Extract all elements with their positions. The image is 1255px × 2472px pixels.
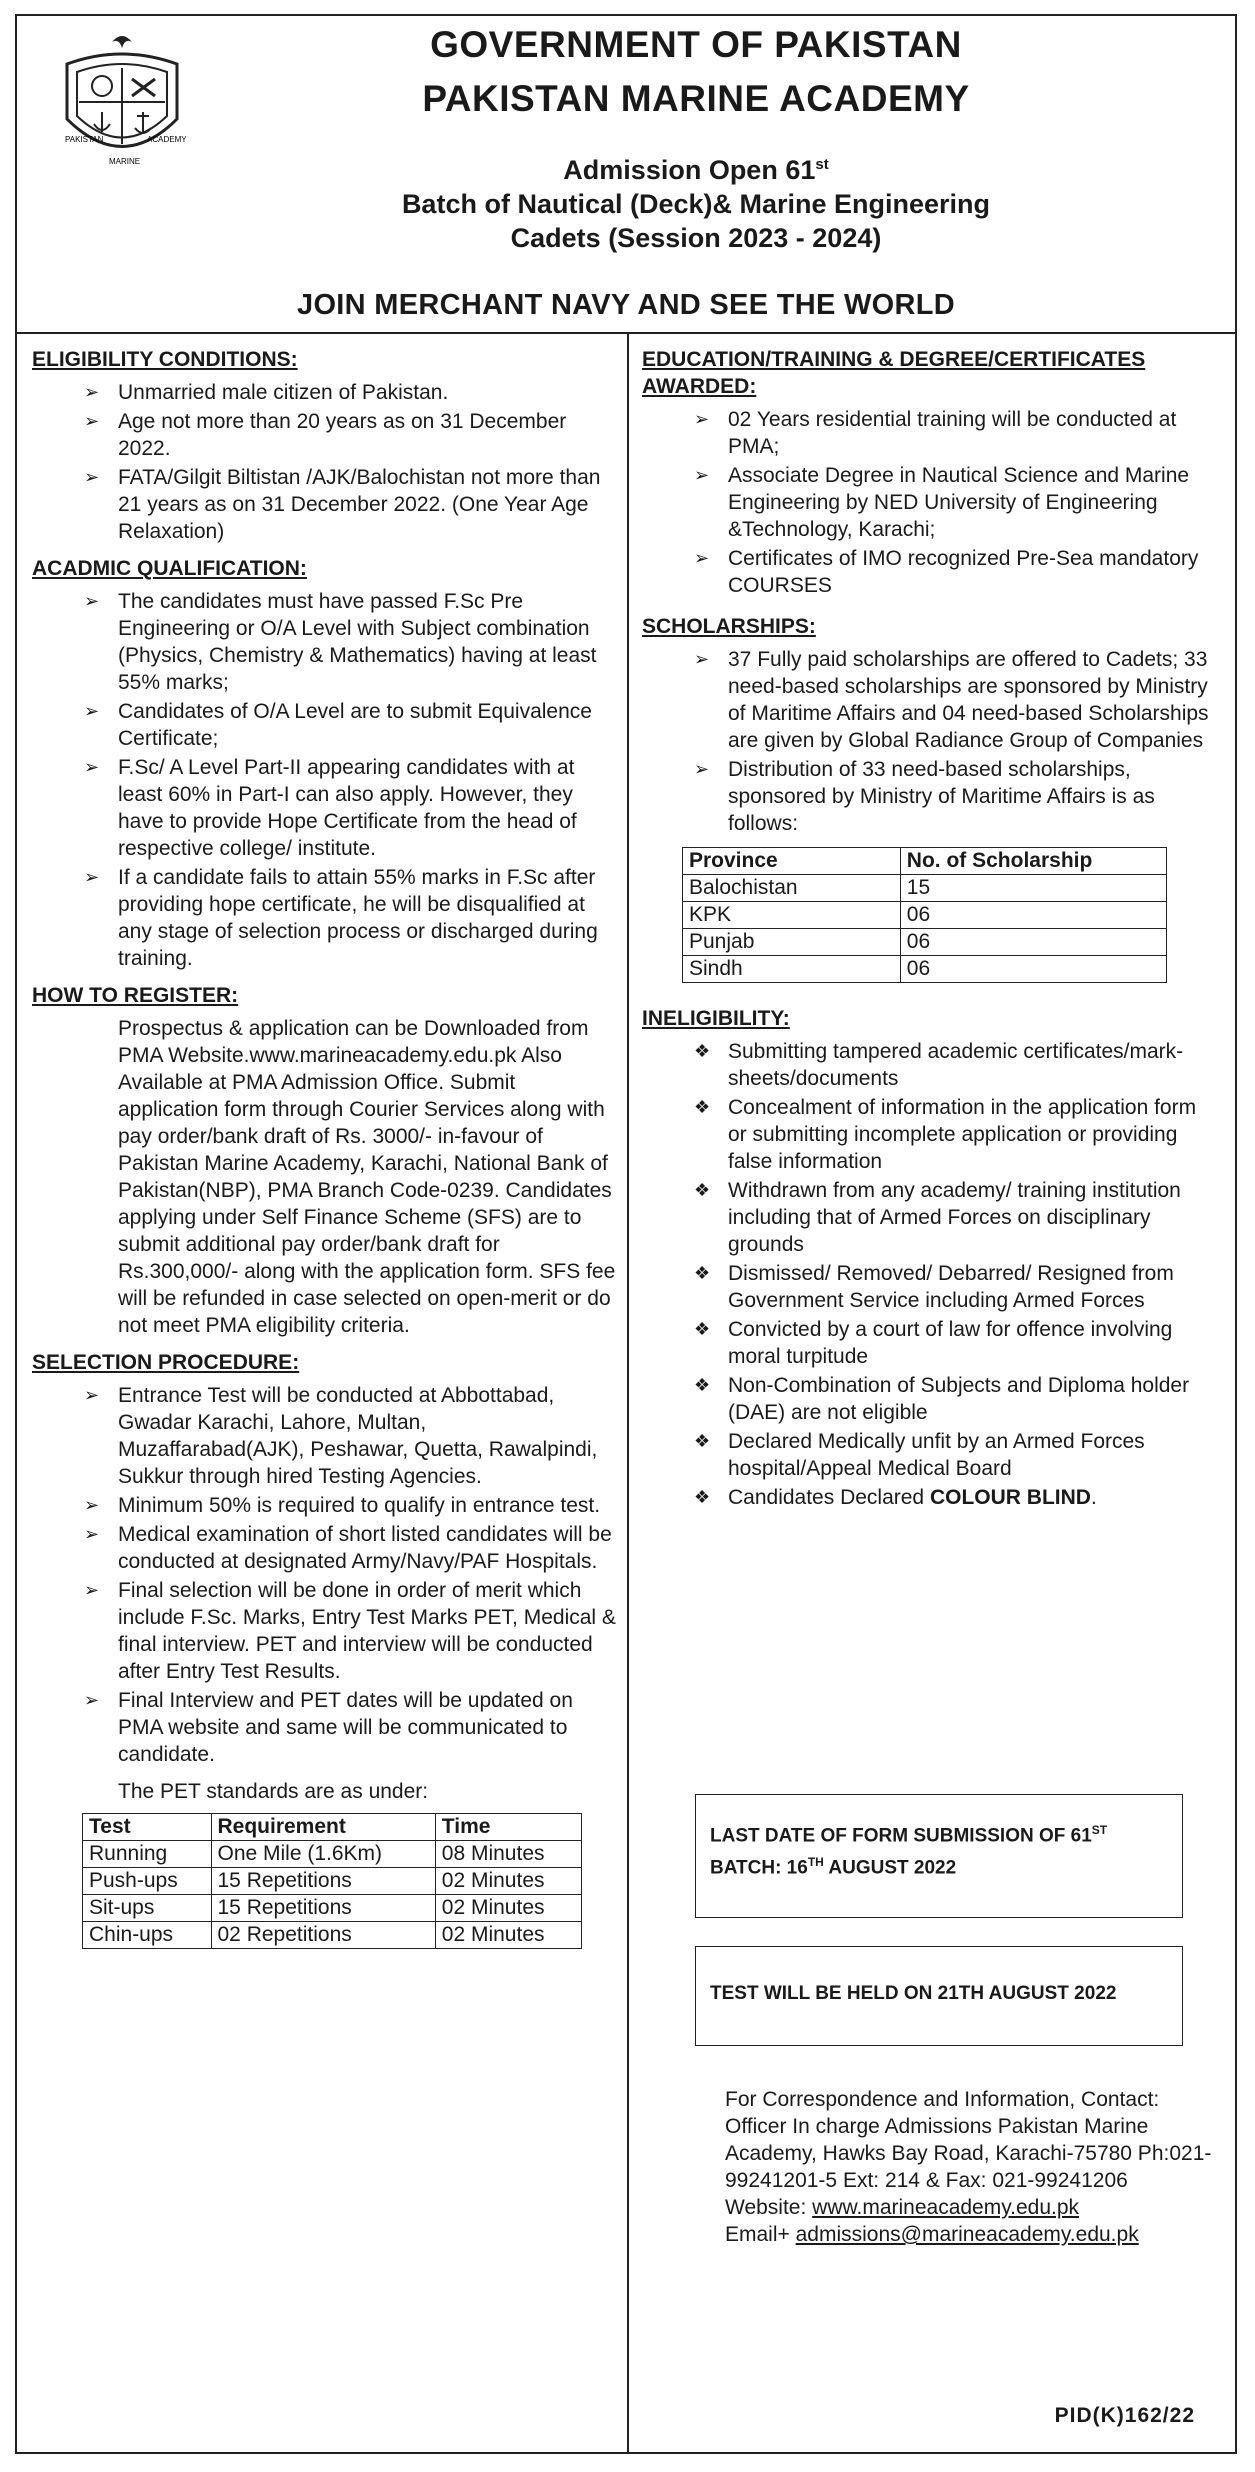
table-row bbox=[683, 956, 1167, 983]
list-item bbox=[642, 1316, 1217, 1370]
arrow-bullet-icon: ➢ bbox=[84, 757, 100, 777]
list-item-text: FATA/Gilgit Biltistan /AJK/Balochistan not more than 21 years as on 31 December 2022. (One Year Age Relaxation) bbox=[118, 466, 601, 543]
table-cell: Balochistan bbox=[683, 875, 901, 902]
pet-table bbox=[82, 1813, 582, 1949]
arrow-bullet-icon: ➢ bbox=[84, 1495, 100, 1515]
diamond-bullet-icon: ❖ bbox=[694, 1097, 711, 1117]
list-item-text: Non-Combination of Subjects and Diploma holder (DAE) are not eligible bbox=[728, 1374, 1190, 1424]
arrow-bullet-icon: ➢ bbox=[694, 649, 710, 669]
list-item bbox=[642, 1484, 1217, 1511]
arrow-bullet-icon: ➢ bbox=[84, 701, 100, 721]
admission-announcement bbox=[17, 148, 1235, 255]
table-cell: Sindh bbox=[683, 956, 901, 983]
list-item-text: Medical examination of short listed candidates will be conducted at designated Army/Navy/PAF Hospitals. bbox=[118, 1523, 612, 1573]
list-item bbox=[32, 408, 617, 462]
register-heading: HOW TO REGISTER: bbox=[32, 984, 239, 1007]
advertisement-frame bbox=[15, 14, 1237, 2454]
table-header: Requirement bbox=[211, 1814, 435, 1841]
eligibility-list bbox=[32, 379, 617, 545]
arrow-bullet-icon: ➢ bbox=[694, 465, 710, 485]
table-cell: 02 Minutes bbox=[435, 1922, 581, 1949]
arrow-bullet-icon: ➢ bbox=[84, 1690, 100, 1710]
deadline-line-2-suffix: AUGUST 2022 bbox=[823, 1857, 957, 1879]
table-cell: Chin-ups bbox=[83, 1922, 212, 1949]
slogan: JOIN MERCHANT NAVY AND SEE THE WORLD bbox=[297, 289, 955, 321]
arrow-bullet-icon: ➢ bbox=[84, 591, 100, 611]
selection-heading: SELECTION PROCEDURE: bbox=[32, 1351, 300, 1374]
list-item bbox=[642, 406, 1217, 460]
test-date-box bbox=[695, 1946, 1183, 2046]
list-item-text: Certificates of IMO recognized Pre-Sea mandatory COURSES bbox=[728, 547, 1199, 597]
list-item-text: F.Sc/ A Level Part-II appearing candidates with at least 60% in Part-I can also apply. However, they have to provide Hope Certificate from the head of respective college/ institute. bbox=[118, 756, 577, 860]
arrow-bullet-icon: ➢ bbox=[84, 411, 100, 431]
website-link[interactable]: www.marineacademy.edu.pk bbox=[812, 2196, 1080, 2219]
academy-title: PAKISTAN MARINE ACADEMY bbox=[422, 78, 970, 119]
table-cell: One Mile (1.6Km) bbox=[211, 1841, 435, 1868]
list-item-text: Final Interview and PET dates will be updated on PMA website and same will be communicated to candidate. bbox=[118, 1689, 573, 1766]
email-label: Email+ bbox=[725, 2223, 796, 2246]
column-divider bbox=[627, 332, 629, 2452]
table-cell: 15 bbox=[900, 875, 1166, 902]
list-item-text: Dismissed/ Removed/ Debarred/ Resigned from Government Service including Armed Forces bbox=[728, 1262, 1174, 1312]
list-item bbox=[32, 588, 617, 696]
scholarship-table bbox=[682, 847, 1167, 983]
table-header-row bbox=[83, 1814, 582, 1841]
diamond-bullet-icon: ❖ bbox=[694, 1487, 711, 1507]
list-item bbox=[32, 1687, 617, 1768]
list-item-text: Candidates of O/A Level are to submit Equivalence Certificate; bbox=[118, 700, 592, 750]
table-row bbox=[83, 1841, 582, 1868]
table-cell: 15 Repetitions bbox=[211, 1895, 435, 1922]
logo-text-right: ACADEMY bbox=[147, 135, 187, 144]
arrow-bullet-icon: ➢ bbox=[84, 1580, 100, 1600]
table-row bbox=[83, 1895, 582, 1922]
table-cell: 08 Minutes bbox=[435, 1841, 581, 1868]
list-item bbox=[642, 545, 1217, 599]
arrow-bullet-icon: ➢ bbox=[84, 1385, 100, 1405]
list-item-text: The candidates must have passed F.Sc Pre Engineering or O/A Level with Subject combination (Physics, Chemistry & Mathematics) having at least 55% marks; bbox=[118, 590, 597, 694]
list-item bbox=[642, 756, 1217, 837]
education-heading: EDUCATION/TRAINING & DEGREE/CERTIFICATES AWARDED: bbox=[642, 348, 1146, 398]
publication-id: PID(K)162/22 bbox=[1054, 2404, 1195, 2427]
table-header: No. of Scholarship bbox=[900, 848, 1166, 875]
scholarships-heading: SCHOLARSHIPS: bbox=[642, 615, 816, 638]
table-cell: 02 Minutes bbox=[435, 1868, 581, 1895]
list-item bbox=[32, 1577, 617, 1685]
table-cell: Running bbox=[83, 1841, 212, 1868]
diamond-bullet-icon: ❖ bbox=[694, 1319, 711, 1339]
table-cell: 15 Repetitions bbox=[211, 1868, 435, 1895]
government-title: GOVERNMENT OF PAKISTAN bbox=[430, 24, 962, 65]
diamond-bullet-icon: ❖ bbox=[694, 1180, 711, 1200]
list-item bbox=[32, 864, 617, 972]
contact-text: For Correspondence and Information, Contact: Officer In charge Admissions Pakistan Marine Academy, Hawks Bay Road, Karachi-75780 Ph:021-99241201-5 Ext: 214 & Fax: 021-99241206 bbox=[725, 2088, 1212, 2192]
contact-info bbox=[725, 2086, 1225, 2248]
list-item-text: If a candidate fails to attain 55% marks in F.Sc after providing hope certificate, he will be disqualified at any stage of selection process or discharged during training. bbox=[118, 866, 598, 970]
table-header: Province bbox=[683, 848, 901, 875]
table-row bbox=[683, 929, 1167, 956]
pet-intro: The PET standards are as under: bbox=[118, 1780, 429, 1803]
list-item bbox=[642, 1177, 1217, 1258]
table-header-row bbox=[683, 848, 1167, 875]
list-item bbox=[642, 462, 1217, 543]
table-row bbox=[683, 875, 1167, 902]
academic-heading: ACADMIC QUALIFICATION: bbox=[32, 557, 307, 580]
website-label: Website: bbox=[725, 2196, 813, 2219]
deadline-line-2: BATCH: 16 bbox=[710, 1857, 808, 1879]
list-item-text: Distribution of 33 need-based scholarships, sponsored by Ministry of Maritime Affairs is as follows: bbox=[728, 758, 1155, 835]
diamond-bullet-icon: ❖ bbox=[694, 1263, 711, 1283]
admission-line-2: Batch of Nautical (Deck)& Marine Engineering bbox=[401, 189, 991, 219]
left-column bbox=[32, 346, 617, 1949]
register-text bbox=[118, 1015, 617, 1339]
scholarships-list bbox=[642, 646, 1217, 837]
admission-line-3: Cadets (Session 2023 - 2024) bbox=[510, 223, 882, 253]
table-row bbox=[83, 1868, 582, 1895]
register-text-part-1: Prospectus & application can be Downloaded from PMA Website. bbox=[118, 1017, 589, 1067]
table-cell: 02 Repetitions bbox=[211, 1922, 435, 1949]
list-item-suffix: . bbox=[1090, 1486, 1097, 1509]
table-row bbox=[683, 902, 1167, 929]
ineligibility-list bbox=[642, 1038, 1217, 1511]
deadline-box bbox=[695, 1794, 1183, 1918]
list-item bbox=[642, 1372, 1217, 1426]
table-cell: 02 Minutes bbox=[435, 1895, 581, 1922]
right-column bbox=[642, 346, 1217, 1521]
list-item bbox=[642, 646, 1217, 754]
list-item-text: Final selection will be done in order of merit which include F.Sc. Marks, Entry Test Marks PET, Medical & final interview. PET and interview will be conducted after Entry Test Results. bbox=[118, 1579, 616, 1683]
list-item bbox=[32, 464, 617, 545]
list-item-text: 02 Years residential training will be conducted at PMA; bbox=[728, 408, 1177, 458]
table-header: Time bbox=[435, 1814, 581, 1841]
arrow-bullet-icon: ➢ bbox=[694, 409, 710, 429]
list-item bbox=[642, 1260, 1217, 1314]
table-cell: Sit-ups bbox=[83, 1895, 212, 1922]
arrow-bullet-icon: ➢ bbox=[84, 867, 100, 887]
table-cell: KPK bbox=[683, 902, 901, 929]
register-text-part-2: Also Available at PMA Admission Office. Submit application form through Courier Services along with pay order/bank draft of Rs. 3000/- in-favour of Pakistan Marine Academy, Karachi, National Bank of Pakistan(NBP), PMA Branch Code-0239. Candidates applying under Self Finance Scheme (SFS) are to submit additional pay order/bank draft for Rs.300,000/- along with the application form. SFS fee will be refunded in case selected on open-merit or do not meet PMA eligibility criteria. bbox=[118, 1044, 616, 1337]
header bbox=[17, 16, 1235, 327]
arrow-bullet-icon: ➢ bbox=[84, 467, 100, 487]
arrow-bullet-icon: ➢ bbox=[84, 1524, 100, 1544]
education-list bbox=[642, 406, 1217, 599]
list-item-text: Minimum 50% is required to qualify in entrance test. bbox=[118, 1494, 601, 1517]
header-divider bbox=[17, 332, 1235, 334]
ineligibility-heading: INELIGIBILITY: bbox=[642, 1007, 790, 1030]
list-item-text: Associate Degree in Nautical Science and Marine Engineering by NED University of Engineering &Technology, Karachi; bbox=[728, 464, 1190, 541]
arrow-bullet-icon: ➢ bbox=[694, 548, 710, 568]
list-item bbox=[32, 379, 617, 406]
arrow-bullet-icon: ➢ bbox=[84, 382, 100, 402]
list-item bbox=[642, 1428, 1217, 1482]
table-row bbox=[83, 1922, 582, 1949]
list-item-text: Concealment of information in the application form or submitting incomplete application or providing false information bbox=[728, 1096, 1197, 1173]
email-link[interactable]: admissions@marineacademy.edu.pk bbox=[795, 2223, 1139, 2246]
table-cell: 06 bbox=[900, 956, 1166, 983]
eligibility-heading: ELIGIBILITY CONDITIONS: bbox=[32, 348, 298, 371]
logo-text-left: PAKISTAN bbox=[65, 135, 104, 144]
list-item bbox=[32, 1521, 617, 1575]
selection-list bbox=[32, 1382, 617, 1768]
deadline-sup-2: TH bbox=[807, 1855, 824, 1870]
logo-text-mid: MARINE bbox=[109, 157, 141, 166]
list-item-text: Declared Medically unfit by an Armed Forces hospital/Appeal Medical Board bbox=[728, 1430, 1145, 1480]
table-cell: 06 bbox=[900, 902, 1166, 929]
table-header: Test bbox=[83, 1814, 212, 1841]
admission-sup: st bbox=[815, 156, 829, 173]
academic-list bbox=[32, 588, 617, 972]
list-item-text: Age not more than 20 years as on 31 December 2022. bbox=[118, 410, 567, 460]
deadline-line-1: LAST DATE OF FORM SUBMISSION OF 61 bbox=[710, 1825, 1092, 1847]
diamond-bullet-icon: ❖ bbox=[694, 1431, 711, 1451]
list-item-text: Candidates Declared bbox=[728, 1486, 930, 1509]
diamond-bullet-icon: ❖ bbox=[694, 1041, 711, 1061]
colour-blind-emphasis: COLOUR BLIND bbox=[929, 1486, 1091, 1509]
list-item bbox=[32, 698, 617, 752]
list-item-text: Submitting tampered academic certificates/mark-sheets/documents bbox=[728, 1040, 1184, 1090]
list-item bbox=[32, 1492, 617, 1519]
list-item-text: 37 Fully paid scholarships are offered to Cadets; 33 need-based scholarships are sponsored by Ministry of Maritime Affairs and 04 need-based Scholarships are given by Global Radiance Group of Companies bbox=[728, 648, 1209, 752]
list-item bbox=[642, 1094, 1217, 1175]
admission-line-1: Admission Open 61 bbox=[563, 155, 816, 185]
table-cell: Punjab bbox=[683, 929, 901, 956]
list-item bbox=[32, 754, 617, 862]
list-item-text: Convicted by a court of law for offence involving moral turpitude bbox=[728, 1318, 1173, 1368]
arrow-bullet-icon: ➢ bbox=[694, 759, 710, 779]
list-item bbox=[32, 1382, 617, 1490]
list-item-text: Withdrawn from any academy/ training institution including that of Armed Forces on disciplinary grounds bbox=[728, 1179, 1181, 1256]
table-cell: 06 bbox=[900, 929, 1166, 956]
list-item-text: Entrance Test will be conducted at Abbottabad, Gwadar Karachi, Lahore, Multan, Muzaffarabad(AJK), Peshawar, Quetta, Rawalpindi, Sukkur through hired Testing Agencies. bbox=[118, 1384, 598, 1488]
table-cell: Push-ups bbox=[83, 1868, 212, 1895]
deadline-sup-1: ST bbox=[1091, 1823, 1108, 1837]
list-item-text: Unmarried male citizen of Pakistan. bbox=[118, 381, 449, 404]
website-link[interactable]: www.marineacademy.edu.pk bbox=[249, 1044, 517, 1067]
diamond-bullet-icon: ❖ bbox=[694, 1375, 711, 1395]
list-item bbox=[642, 1038, 1217, 1092]
test-date-text: TEST WILL BE HELD ON 21TH AUGUST 2022 bbox=[710, 1983, 1117, 2004]
